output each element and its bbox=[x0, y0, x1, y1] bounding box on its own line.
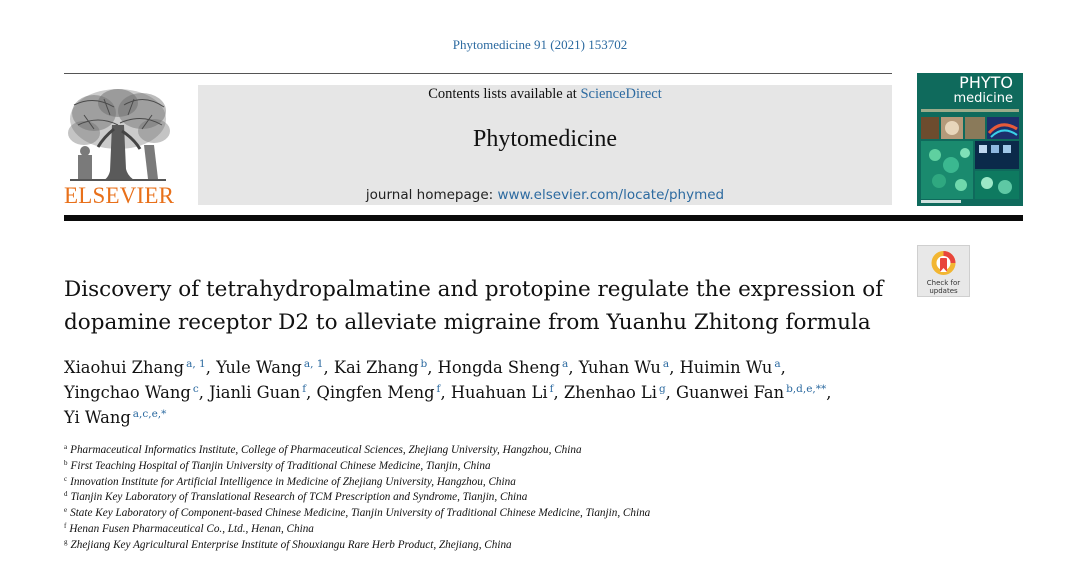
affiliation-text: Pharmaceutical Informatics Institute, College of Pharmaceutical Sciences, Zhejiang University, Hangzhou, China bbox=[70, 444, 582, 456]
author-separator: , bbox=[826, 383, 832, 402]
author-name[interactable]: Jianli Guan bbox=[209, 383, 301, 402]
author-separator: , bbox=[198, 383, 204, 402]
author-affiliation-marker[interactable]: f bbox=[302, 383, 307, 395]
author-affiliation-marker[interactable]: b,d,e,** bbox=[786, 383, 827, 395]
author-name[interactable]: Guanwei Fan bbox=[676, 383, 785, 402]
author-line bbox=[64, 355, 914, 380]
author-line bbox=[64, 380, 914, 405]
affiliation-mark: b bbox=[64, 458, 68, 467]
article-title bbox=[64, 273, 904, 339]
affiliation-item bbox=[64, 443, 964, 459]
check-label-line-2: updates bbox=[929, 287, 958, 295]
check-for-updates-icon bbox=[918, 246, 969, 280]
author-separator: , bbox=[205, 358, 211, 377]
check-for-updates-button[interactable] bbox=[917, 245, 970, 297]
affiliation-item bbox=[64, 506, 964, 522]
affiliation-mark: e bbox=[64, 506, 68, 515]
affiliation-text: Zhejiang Key Agricultural Enterprise Institute of Shouxiangu Rare Herb Product, Zhejiang, China bbox=[70, 538, 512, 551]
author-name[interactable]: Kai Zhang bbox=[333, 358, 419, 377]
affiliation-text: First Teaching Hospital of Tianjin University of Traditional Chinese Medicine, Tianjin, China bbox=[70, 459, 491, 472]
affiliation-text: Innovation Institute for Artificial Intelligence in Medicine of Zhejiang University, Hangzhou, China bbox=[70, 475, 516, 488]
journal-header-band bbox=[198, 85, 892, 205]
affiliation-item bbox=[64, 490, 964, 506]
author-name[interactable]: Hongda Sheng bbox=[437, 358, 561, 377]
author-affiliation-marker[interactable]: a bbox=[774, 358, 781, 370]
author-affiliation-marker[interactable]: a, 1 bbox=[186, 358, 206, 370]
author-line bbox=[64, 405, 914, 430]
affiliation-mark: a bbox=[64, 443, 68, 451]
author-separator: , bbox=[323, 358, 329, 377]
cover-title-line-2: medicine bbox=[953, 91, 1013, 106]
author-separator: , bbox=[780, 358, 786, 377]
journal-cover-image bbox=[917, 73, 1023, 206]
author-separator: , bbox=[306, 383, 312, 402]
author-affiliation-marker[interactable]: f bbox=[436, 383, 441, 395]
contents-prefix: Contents lists available at bbox=[428, 86, 581, 102]
elsevier-wordmark[interactable]: ELSEVIER bbox=[64, 183, 175, 208]
journal-cover[interactable] bbox=[917, 73, 1023, 206]
author-name[interactable]: Huahuan Li bbox=[450, 383, 548, 402]
author-name[interactable]: Yule Wang bbox=[216, 358, 302, 377]
author-affiliation-marker[interactable]: g bbox=[658, 383, 666, 395]
affiliation-list bbox=[64, 443, 964, 554]
contents-line bbox=[198, 86, 892, 103]
author-affiliation-marker[interactable]: a bbox=[662, 358, 670, 370]
author-affiliation-marker[interactable]: a, 1 bbox=[303, 358, 324, 370]
author-name[interactable]: Yi Wang bbox=[64, 408, 131, 427]
affiliation-mark: d bbox=[64, 490, 68, 499]
title-line: dopamine receptor D2 to alleviate migraine from Yuanhu Zhitong formula bbox=[64, 310, 871, 335]
author-separator: , bbox=[440, 383, 446, 402]
author-separator: , bbox=[669, 358, 675, 377]
affiliation-text: Tianjin Key Laboratory of Translational Research of TCM Prescription and Syndrome, Tianjin, China bbox=[70, 491, 528, 504]
author-affiliation-marker[interactable]: a,c,e,* bbox=[132, 408, 167, 420]
header-divider bbox=[64, 73, 892, 74]
header-thick-rule bbox=[64, 215, 1023, 221]
author-list bbox=[64, 355, 914, 430]
title-line: Discovery of tetrahydropalmatine and protopine regulate the expression of bbox=[64, 277, 884, 302]
affiliation-mark: c bbox=[64, 474, 68, 483]
author-separator: , bbox=[665, 383, 671, 402]
homepage-line bbox=[198, 187, 892, 203]
journal-homepage-link[interactable]: www.elsevier.com/locate/phymed bbox=[497, 187, 725, 203]
journal-title: Phytomedicine bbox=[473, 126, 617, 152]
affiliation-item bbox=[64, 475, 964, 491]
author-separator: , bbox=[553, 383, 559, 402]
author-affiliation-marker[interactable]: f bbox=[549, 383, 554, 395]
author-affiliation-marker[interactable]: a bbox=[562, 358, 569, 370]
check-label-line-1: Check for bbox=[926, 279, 961, 287]
author-name[interactable]: Xiaohui Zhang bbox=[64, 358, 185, 377]
affiliation-item bbox=[64, 522, 964, 538]
sciencedirect-link[interactable]: ScienceDirect bbox=[580, 86, 662, 102]
homepage-prefix: journal homepage: bbox=[365, 187, 498, 203]
author-affiliation-marker[interactable]: b bbox=[420, 358, 428, 370]
author-name[interactable]: Yuhan Wu bbox=[578, 358, 661, 377]
affiliation-item bbox=[64, 538, 964, 554]
author-name[interactable]: Zhenhao Li bbox=[563, 383, 657, 402]
author-name[interactable]: Qingfen Meng bbox=[316, 383, 435, 402]
affiliation-mark: f bbox=[64, 521, 67, 530]
journal-citation[interactable]: Phytomedicine 91 (2021) 153702 bbox=[452, 37, 628, 52]
affiliation-item bbox=[64, 459, 964, 475]
author-name[interactable]: Yingchao Wang bbox=[64, 383, 191, 402]
affiliation-text: Henan Fusen Pharmaceutical Co., Ltd., Henan, China bbox=[69, 522, 314, 535]
affiliation-mark: g bbox=[64, 537, 68, 546]
author-affiliation-marker[interactable]: c bbox=[192, 383, 199, 395]
cover-title-line-1: PHYTO bbox=[959, 73, 1013, 92]
affiliation-text: State Key Laboratory of Component-based Chinese Medicine, Tianjin University of Traditional Chinese Medicine, Tianjin, China bbox=[70, 507, 651, 520]
author-separator: , bbox=[568, 358, 574, 377]
check-for-updates-label bbox=[918, 279, 969, 295]
author-separator: , bbox=[427, 358, 433, 377]
author-name[interactable]: Huimin Wu bbox=[679, 358, 773, 377]
